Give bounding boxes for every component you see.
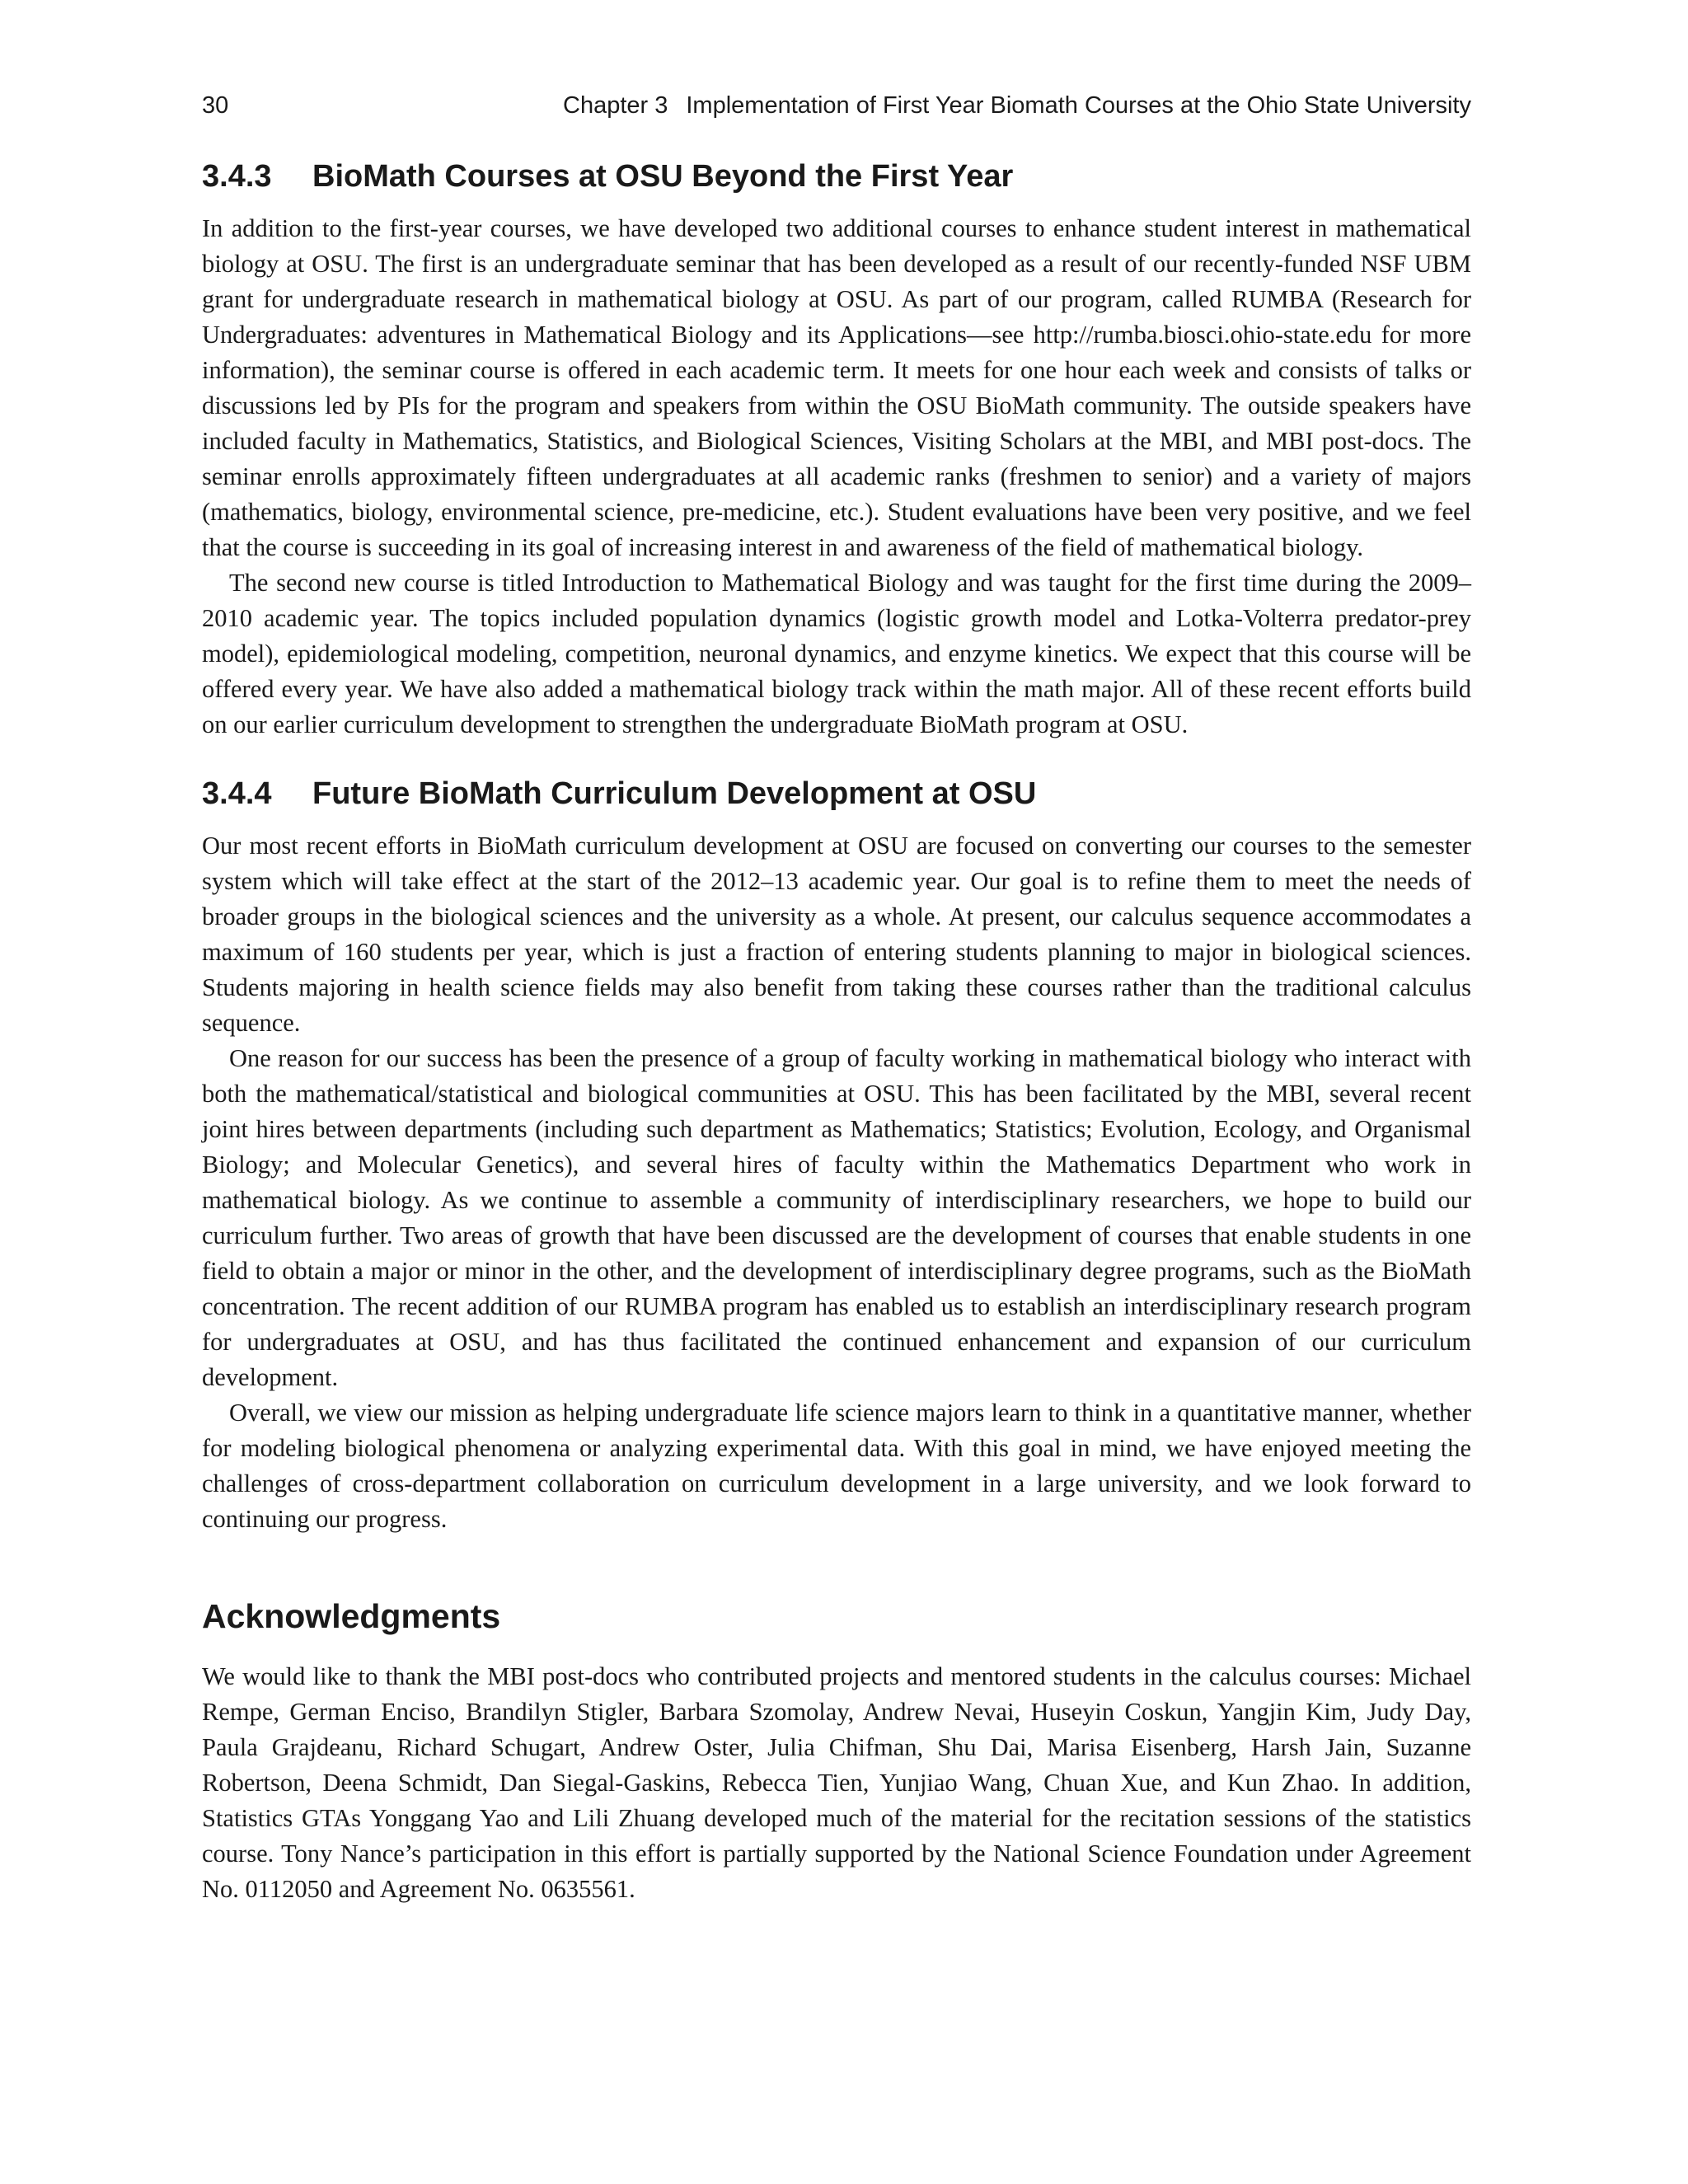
section-title: Future BioMath Curriculum Development at OSU <box>312 776 1037 811</box>
section-heading-3-4-4 <box>202 776 1471 812</box>
paragraph: The second new course is titled Introduction to Mathematical Biology and was taught for the first time during the 2009–2010 academic year. The topics included population dynamics (logistic growth model and Lotka-Volterra predator-prey model), epidemiological modeling, competition, neuronal dynamics, and enzyme kinetics. We expect that this course will be offered every year. We have also added a mathematical biology track within the math major. All of these recent efforts build on our earlier curriculum development to strengthen the undergraduate BioMath program at OSU. <box>202 569 1471 738</box>
chapter-heading <box>563 91 1471 120</box>
paragraph: Our most recent efforts in BioMath curriculum development at OSU are focused on converting our courses to the semester system which will take effect at the start of the 2012–13 academic year. Our goal is to refine them to meet the needs of broader groups in the biological sciences and the university as a whole. At present, our calculus sequence accommodates a maximum of 160 students per year, which is just a fraction of entering students planning to major in biological sciences. Students majoring in health science fields may also benefit from taking these courses rather than the traditional calculus sequence. <box>202 832 1471 1037</box>
chapter-label: Chapter 3 <box>563 92 668 119</box>
acknowledgments-paragraph: We would like to thank the MBI post-docs who contributed projects and mentored students in the calculus courses: Michael Rempe, German Enciso, Brandilyn Stigler, Barbara Szomolay, Andrew Nevai, Huseyin Coskun, Yangjin Kim, Judy Day, Paula Grajdeanu, Richard Schugart, Andrew Oster, Julia Chifman, Shu Dai, Marisa Eisenberg, Harsh Jain, Suzanne Robertson, Deena Schmidt, Dan Siegal-Gaskins, Rebecca Tien, Yunjiao Wang, Chuan Xue, and Kun Zhao. In addition, Statistics GTAs Yonggang Yao and Lili Zhuang developed much of the material for the recitation sessions of the statistics course. Tony Nance’s participation in this effort is partially supported by the National Science Foundation under Agreement No. 0112050 and Agreement No. 0635561. <box>202 1662 1471 1903</box>
chapter-title: Implementation of First Year Biomath Courses at the Ohio State University <box>686 92 1471 119</box>
page-number: 30 <box>202 92 229 119</box>
section-heading-3-4-3 <box>202 158 1471 194</box>
section-number: 3.4.3 <box>202 159 272 194</box>
acknowledgments-heading: Acknowledgments <box>202 1597 501 1635</box>
paragraph: In addition to the first-year courses, we have developed two additional courses to enhance student interest in mathematical biology at OSU. The first is an undergraduate seminar that has been developed as a result of our recently-funded NSF UBM grant for undergraduate research in mathematical biology at OSU. As part of our program, called RUMBA (Research for Undergraduates: adventures in Mathematical Biology and its Applications—see http://rumba.biosci.ohio-state.edu for more information), the seminar course is offered in each academic term. It meets for one hour each week and consists of talks or discussions led by PIs for the program and speakers from within the OSU BioMath community. The outside speakers have included faculty in Mathematics, Statistics, and Biological Sciences, Visiting Scholars at the MBI, and MBI post-docs. The seminar enrolls approximately fifteen undergraduates at all academic ranks (freshmen to senior) and a variety of majors (mathematics, biology, environmental science, pre-medicine, etc.). Student evaluations have been very positive, and we feel that the course is succeeding in its goal of increasing interest in and awareness of the field of mathematical biology. <box>202 214 1471 561</box>
page <box>202 91 1471 1907</box>
paragraph: One reason for our success has been the presence of a group of faculty working in mathematical biology who interact with both the mathematical/statistical and biological communities at OSU. This has been facilitated by the MBI, several recent joint hires between departments (including such department as Mathematics; Statistics; Evolution, Ecology, and Organismal Biology; and Molecular Genetics), and several hires of faculty within the Mathematics Department who work in mathematical biology. As we continue to assemble a community of interdisciplinary researchers, we hope to build our curriculum further. Two areas of growth that have been discussed are the development of courses that enable students in one field to obtain a major or minor in the other, and the development of interdisciplinary degree programs, such as the BioMath concentration. The recent addition of our RUMBA program has enabled us to establish an interdisciplinary research program for undergraduates at OSU, and has thus facilitated the continued enhancement and expansion of our curriculum development. <box>202 1044 1471 1391</box>
section-title: BioMath Courses at OSU Beyond the First Year <box>312 159 1014 194</box>
section-number: 3.4.4 <box>202 776 272 811</box>
running-head <box>202 91 1471 120</box>
paragraph: Overall, we view our mission as helping undergraduate life science majors learn to think in a quantitative manner, whether for modeling biological phenomena or analyzing experimental data. With this goal in mind, we have enjoyed meeting the challenges of cross-department collaboration on curriculum development in a large university, and we look forward to continuing our progress. <box>202 1399 1471 1533</box>
